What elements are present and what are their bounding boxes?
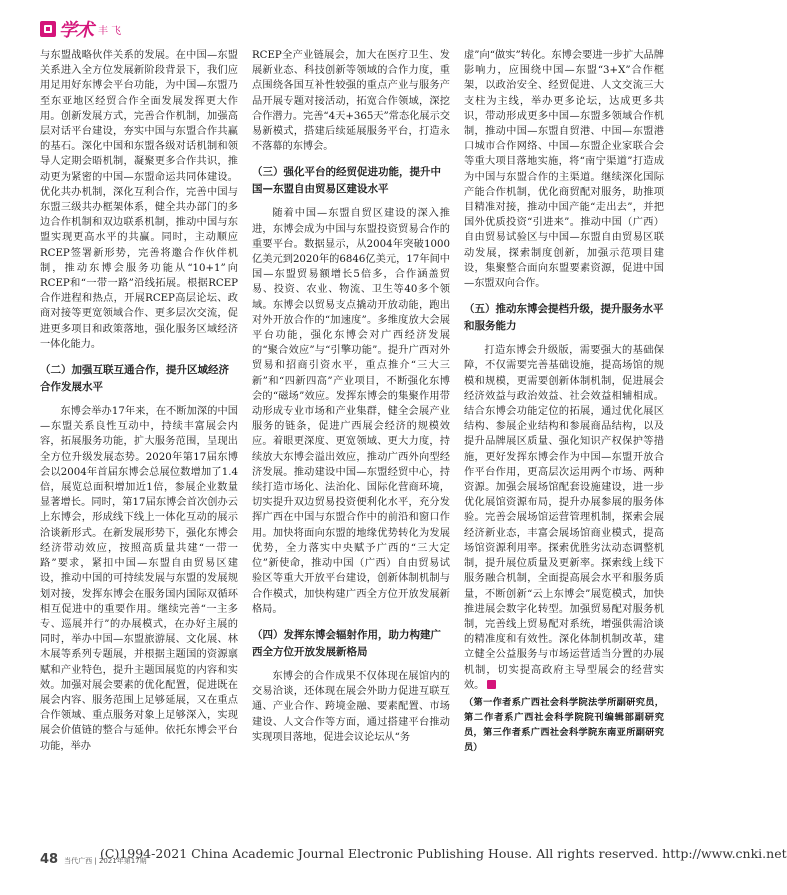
column-1 [40,48,238,826]
page-number: 48 [40,852,59,867]
section-heading: （三）强化平台的经贸促进功能，提升中国—东盟自由贸易区建设水平 [252,166,441,196]
paragraph [464,343,664,693]
column-2 [252,48,450,826]
column-3 [464,48,664,826]
section-logo-sub: 丰 飞 [98,25,122,37]
paragraph: 随着中国—东盟自贸区建设的深入推进，东博会成为中国与东盟投资贸易合作的重要平台。数据显示，从2004年突破1000亿美元到2020年的6846亿美元，17年间中国—东盟贸易额增长5倍多，合作涵盖贸易、投资、农业、物流、卫生等40多个领域。东博会以贸易支点撬动开放动能，跑出对外开放合作的“加速度”。多维度放大会展平台功能，强化东博会对广西经济发展的“聚合效应”与“引擎功能”。提升广西对外贸易和招商引资水平，重点推介“三大三新”和“四新四高”产业项目，不断强化东博会的“磁场”效应。发挥东博会的集聚作用带动形成专业市场和产业集群，健全会展产业服务的链条，促进广西展会经济的规模效应。着眼更深度、更宽领域、更大力度，持续放大东博会溢出效应，推动广西外向型经济发展。推动建设中国—东盟经贸中心，持续打造市场化、法治化、国际化营商环境，切实提升双边贸易投资便利化水平，充分发挥广西在中国与东盟合作中的前沿和窗口作用。加快将面向东盟的地缘优势转化为发展优势，全力落实中央赋予广西的“三大定位”新使命，推动中国（广西）自由贸易试验区等重大开放平台建设，创新体制机制与合作模式，加快构建广西全方位开放发展新格局。 [252,208,450,615]
section-heading: （五）推动东博会提档升级，提升服务水平和服务能力 [464,303,664,333]
paragraph: 东博会的合作成果不仅体现在展馆内的交易洽谈，还体现在展会外助力促进互联互通、产业合作、跨境金融、要素配置、市场建设、人文合作等方面，通过搭建平台推动实现项目落地，促进会议论坛从“务 [252,670,450,743]
section-logo-text: 学术 [59,20,93,41]
journal-header [40,18,121,40]
copyright-watermark: (C)1994-2021 China Academic Journal Electronic Publishing House. All rights reserved. http://www.cnki.net [100,846,787,861]
paragraph: 虚”向“做实”转化。东博会要进一步扩大品牌影响力，应围绕中国—东盟“3+X”合作框架，以政治安全、经贸促进、人文交流三大支柱为主线，举办更多论坛，达成更多共识，带动形成更多中国—东盟多领域合作机制，推动中国—东盟自贸港、中国—东盟港口城市合作网络、中国—东盟企业家联合会等重大项目落地实施，将“南宁渠道”打造成为中国与东盟合作的主渠道。继续深化国际产能合作机制，优化商贸配对服务，助推项目精准对接，推动中国产能“走出去”，并把国外优质投资“引进来”。推动中国（广西）自由贸易试验区与中国—东盟自由贸易区联动发展，探索制度创新，加强示范项目建设，集聚整合面向东盟要素资源，促进中国—东盟双向合作。 [464,50,664,290]
paragraph: 东博会举办17年来，在不断加深的中国—东盟关系良性互动中，持续丰富展会内容，拓展服务功能，扩大服务范围，呈现出全方位升级发展态势。2020年第17届东博会以2004年首届东博会总展位数增加了1.4倍，展览总面积增加近1倍，参展企业数量显著增长。同时，第17届东博会首次创办云上东博会，形成线下线上一体化互动的展示洽谈新形式。在新发展形势下，强化东博会经济带动效应，按照高质量共建“一带一路”要求，紧扣中国—东盟自由贸易区建设，推动中国的可持续发展与东盟的发展规划对接，发挥东博会在服务国内国际双循环相互促进中的重要作用。继续完善“一主多专、巡展并行”的办展模式，在办好主展的同时，举办中国—东盟旅游展、文化展、林木展等系列专题展，并根据主题国的资源禀赋和产业特色，提升主题国展览的内容和实效。加强对展会要素的优化配置，促进既在展会内容、服务范围上足够延展，又在重点合作领域、重点服务对象上足够深入，实现展会价值链的整合与延伸。依托东博会平台功能，举办 [40,406,238,752]
author-note: （第一作者系广西社会科学院法学所副研究员，第二作者系广西社会科学院院刊编辑部副研究员，第三作者系广西社会科学院东南亚所副研究员） [464,696,664,753]
paragraph: 与东盟战略伙伴关系的发展。在中国—东盟关系进入全方位发展新阶段背景下，我们应用足用好东博会平台功能，为中国—东盟乃至东亚地区经贸合作全面发展发挥更大作用。创新发展方式，完善合作机制，加强高层对话平台建设，夯实中国与东盟合作共赢的基石。深化中国和东盟各级对话机制和领导人定期会晤机制，凝聚更多合作共识，推动更为紧密的中国—东盟命运共同体建设。优化共办机制，深化互利合作，完善中国与东盟三级共办框架体系，健全共办部门的多边合作机制和双边联系机制，推动中国与东盟实现更高水平的共赢。同时，主动顺应RCEP签署新形势，完善将邀合作伙伴机制，推动东博会服务功能从“10+1”向RCEP和“一带一路”沿线拓展。根据RCEP合作进程和热点，开展RCEP高层论坛、政商对接等更宽领域合作、更多层次交流，促进更多项目和政策落地，强化服务区域经济一体化能力。 [40,50,238,350]
paragraph-text: 打造东博会升级版，需要强大的基础保障，不仅需要完善基础设施，提高场馆的规模和规模，更需要创新体制机制，促进展会经济效益与政治效益、社会效益相辅相成。结合东博会功能定位的拓展，通过优化展区结构、参展企业结构和参展商品结构，以及提升品牌展区质量、强化知识产权保护等措施，更好发挥东博会作为中国—东盟开放合作平台作用，更高层次运用两个市场、两种资源。加强会展场馆配套设施建设，进一步优化展馆资源布局，提升办展参展的服务体验。完善会展场馆运营管理机制，探索会展经济新业态，丰富会展场馆商业模式，提高场馆资源利用率。探索优胜劣汰动态调整机制，提升展位质量及更新率。探索线上线下服务融合机制，全面提高展会水平和服务质量，不断创新“云上东博会”展览模式，加快推进展会数字化转型。加强贸易配对服务机制，完善线上贸易配对系统，增强供需洽谈的精准度和有效性。深化体制机制改革，建立健全公益服务与市场运营适当分置的办展机制，切实提高政府主导型展会的经营实效。 [464,345,664,691]
section-heading: （二）加强互联互通合作，提升区域经济合作发展水平 [40,364,229,394]
section-logo-icon [40,21,56,37]
journal-issue: 当代广西 | 2021年第17期 [64,857,147,865]
paragraph: RCEP全产业链展会，加大在医疗卫生、发展新业态、科技创新等领域的合作力度，重点围绕各国互补性较强的重点产业与服务产品开展专题对接活动，拓宽合作领域，深挖合作潜力。完善“4天+365天”常态化展示交易新模式，搭建后续延展服务平台，打造永不落幕的东博会。 [252,50,450,153]
end-mark-icon [487,680,496,689]
section-heading: （四）发挥东博会辐射作用，助力构建广西全方位开放发展新格局 [252,628,441,658]
